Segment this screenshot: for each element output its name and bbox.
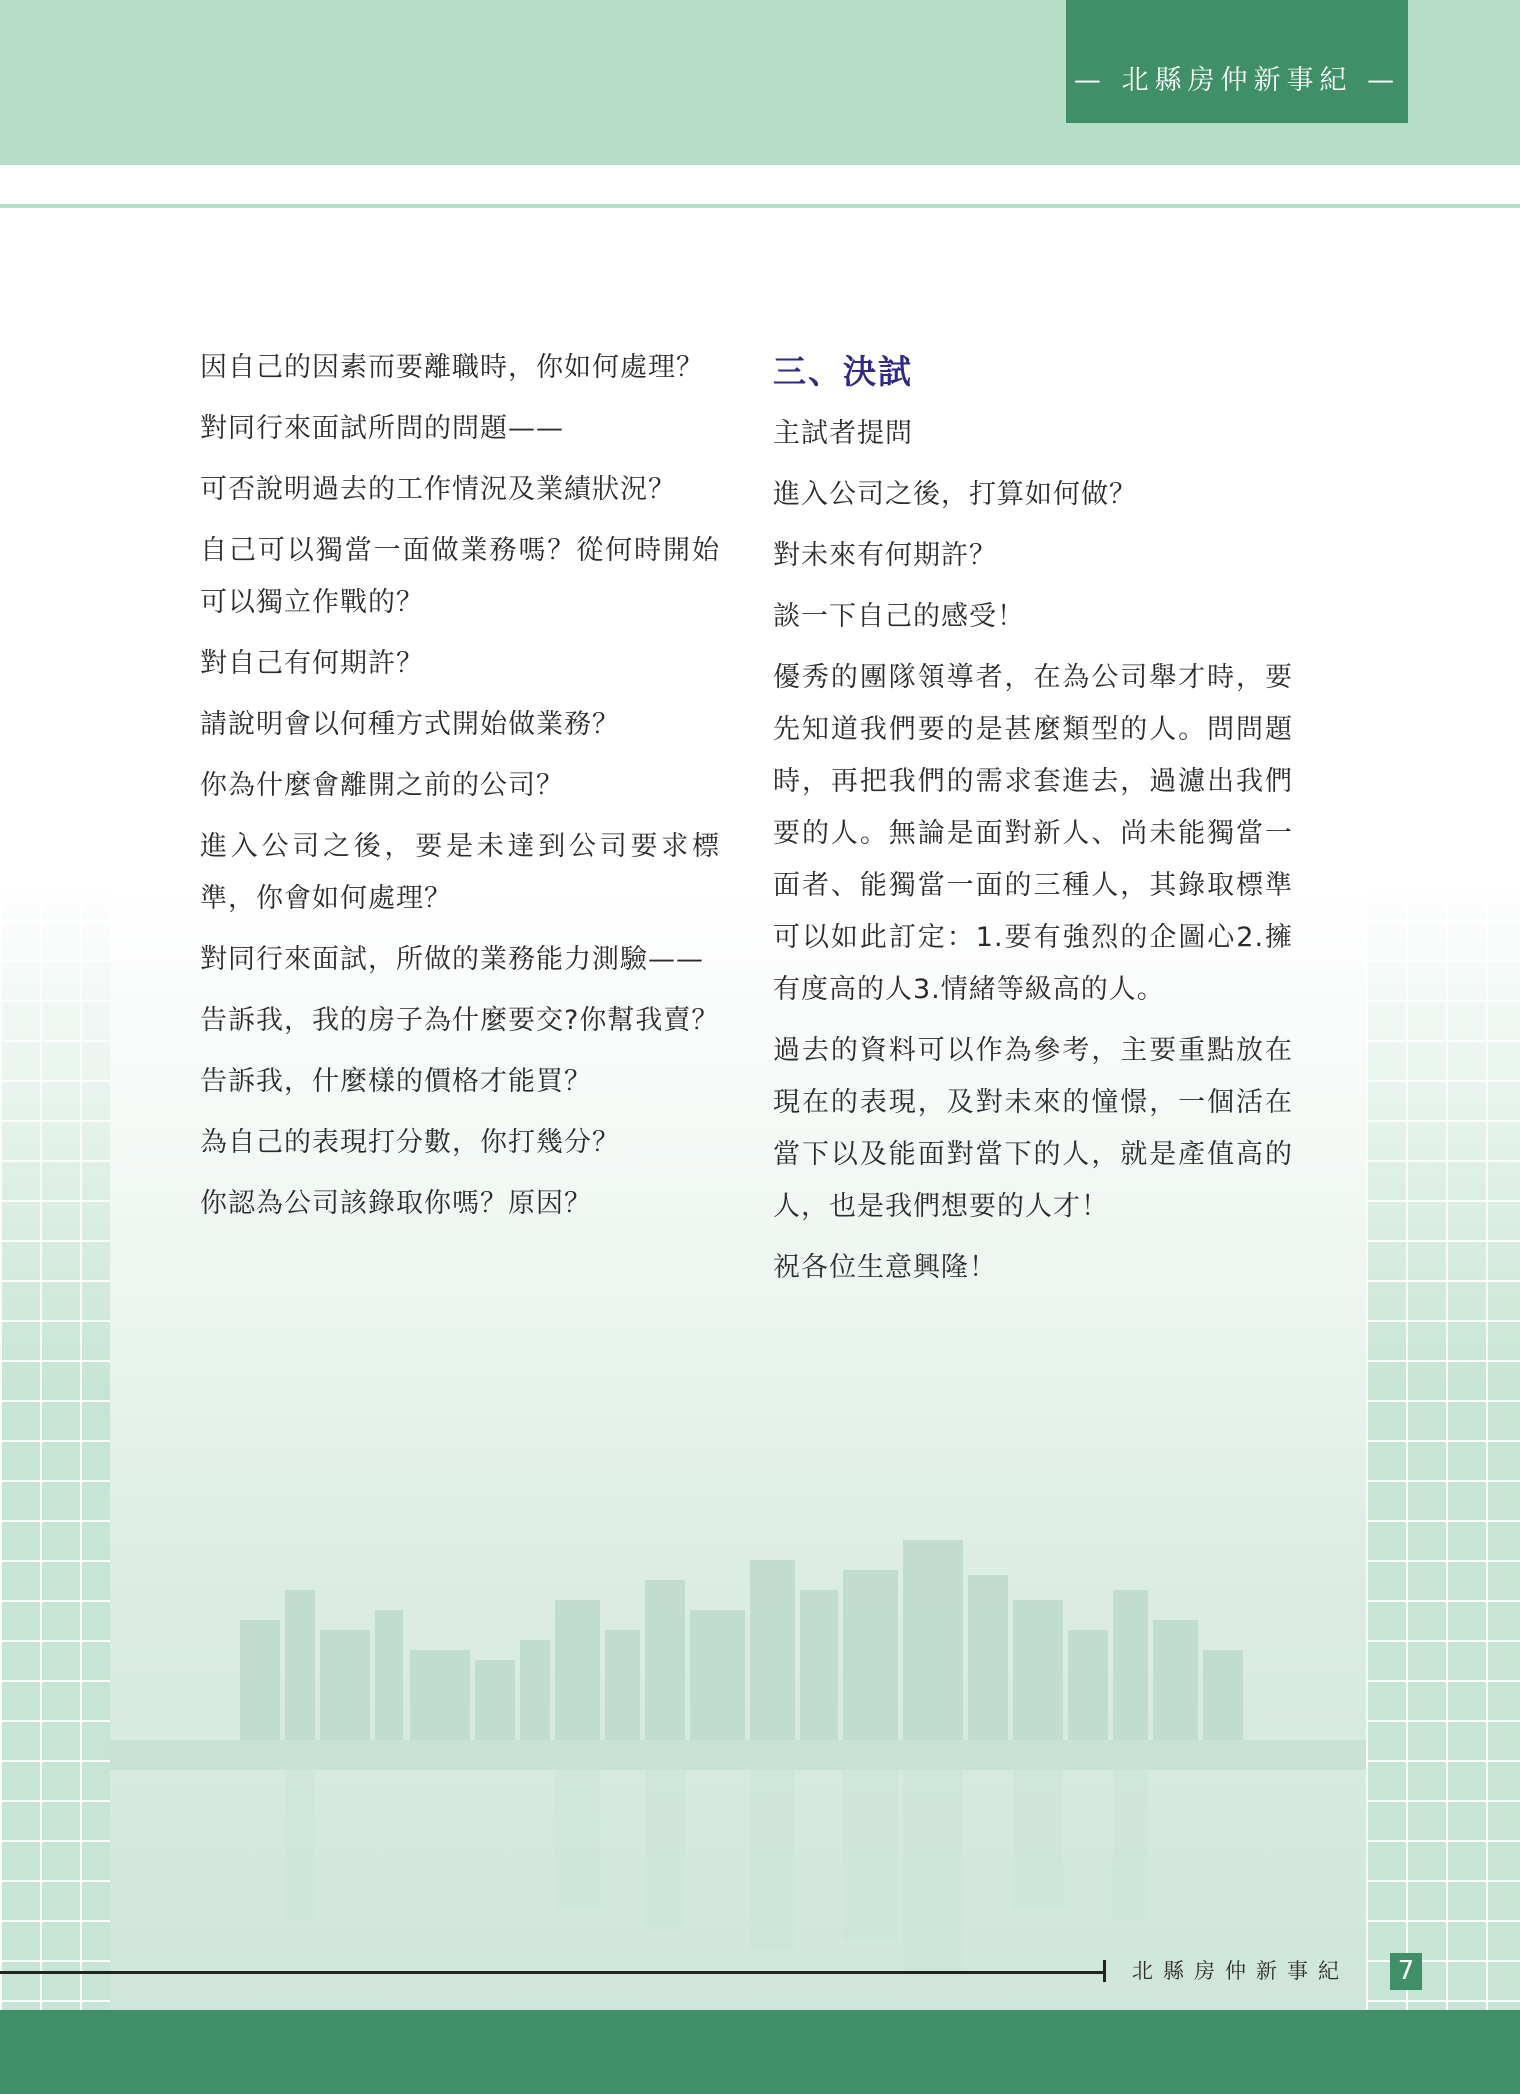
left-paragraph: 你為什麼會離開之前的公司？ (200, 770, 564, 801)
right-paragraph: 過去的資料可以作為參考，主要重點放在現在的表現，及對未來的憧憬，一個活在當下以及能面對當下的人，就是產值高的人，也是我們想要的人才！ (773, 1035, 1293, 1222)
left-paragraph: 對自己有何期許？ (200, 648, 424, 679)
right-paragraph: 對未來有何期許？ (773, 540, 997, 571)
footer-rule-tick (1103, 1960, 1106, 1982)
left-paragraph: 進入公司之後，要是未達到公司要求標準，你會如何處理？ (200, 831, 720, 914)
right-paragraph: 主試者提問 (773, 418, 913, 449)
left-paragraph: 你認為公司該錄取你嗎？原因？ (200, 1188, 592, 1219)
section-heading: 三、決試 (773, 352, 913, 391)
left-paragraph: 對同行來面試所問的問題—— (200, 413, 564, 444)
left-paragraph: 為自己的表現打分數，你打幾分？ (200, 1127, 620, 1158)
left-paragraph: 因自己的因素而要離職時，你如何處理？ (200, 352, 704, 383)
right-paragraph: 談一下自己的感受！ (773, 601, 1025, 632)
page-number: 7 (1390, 1953, 1422, 1990)
footer-title: 北縣房仲新事紀 (1132, 1959, 1349, 1983)
left-paragraph: 對同行來面試，所做的業務能力測驗—— (200, 944, 704, 975)
footer-rule (0, 1971, 1105, 1974)
left-paragraph: 告訴我，我的房子為什麼要交?你幫我賣？ (200, 1005, 720, 1036)
header-tab (1066, 0, 1408, 123)
left-paragraph: 請說明會以何種方式開始做業務？ (200, 709, 620, 740)
right-paragraph: 祝各位生意興隆！ (773, 1252, 997, 1283)
left-paragraph: 告訴我，什麼樣的價格才能買？ (200, 1066, 592, 1097)
right-paragraph: 進入公司之後，打算如何做？ (773, 479, 1137, 510)
right-column (773, 342, 1293, 1303)
right-paragraph: 優秀的團隊領導者，在為公司舉才時，要先知道我們要的是甚麼類型的人。問問題時，再把我們的需求套進去，過濾出我們要的人。無論是面對新人、尚未能獨當一面者、能獨當一面的三種人，其錄取標準可以如此訂定：1.要有強烈的企圖心2.擁有度高的人3.情緒等級高的人。 (773, 662, 1293, 1005)
left-paragraph: 可否說明過去的工作情況及業績狀況？ (200, 474, 676, 505)
right-grid-decoration (1366, 880, 1520, 2010)
city-skyline-image (110, 1500, 1366, 2010)
header-divider (0, 204, 1520, 208)
bottom-footer-band (0, 2010, 1520, 2094)
left-paragraph: 自己可以獨當一面做業務嗎？從何時開始可以獨立作戰的？ (200, 535, 720, 618)
header-title: — 北縣房仲新事紀 — (1073, 65, 1401, 96)
left-grid-decoration (0, 880, 110, 2010)
left-column (200, 342, 720, 1239)
